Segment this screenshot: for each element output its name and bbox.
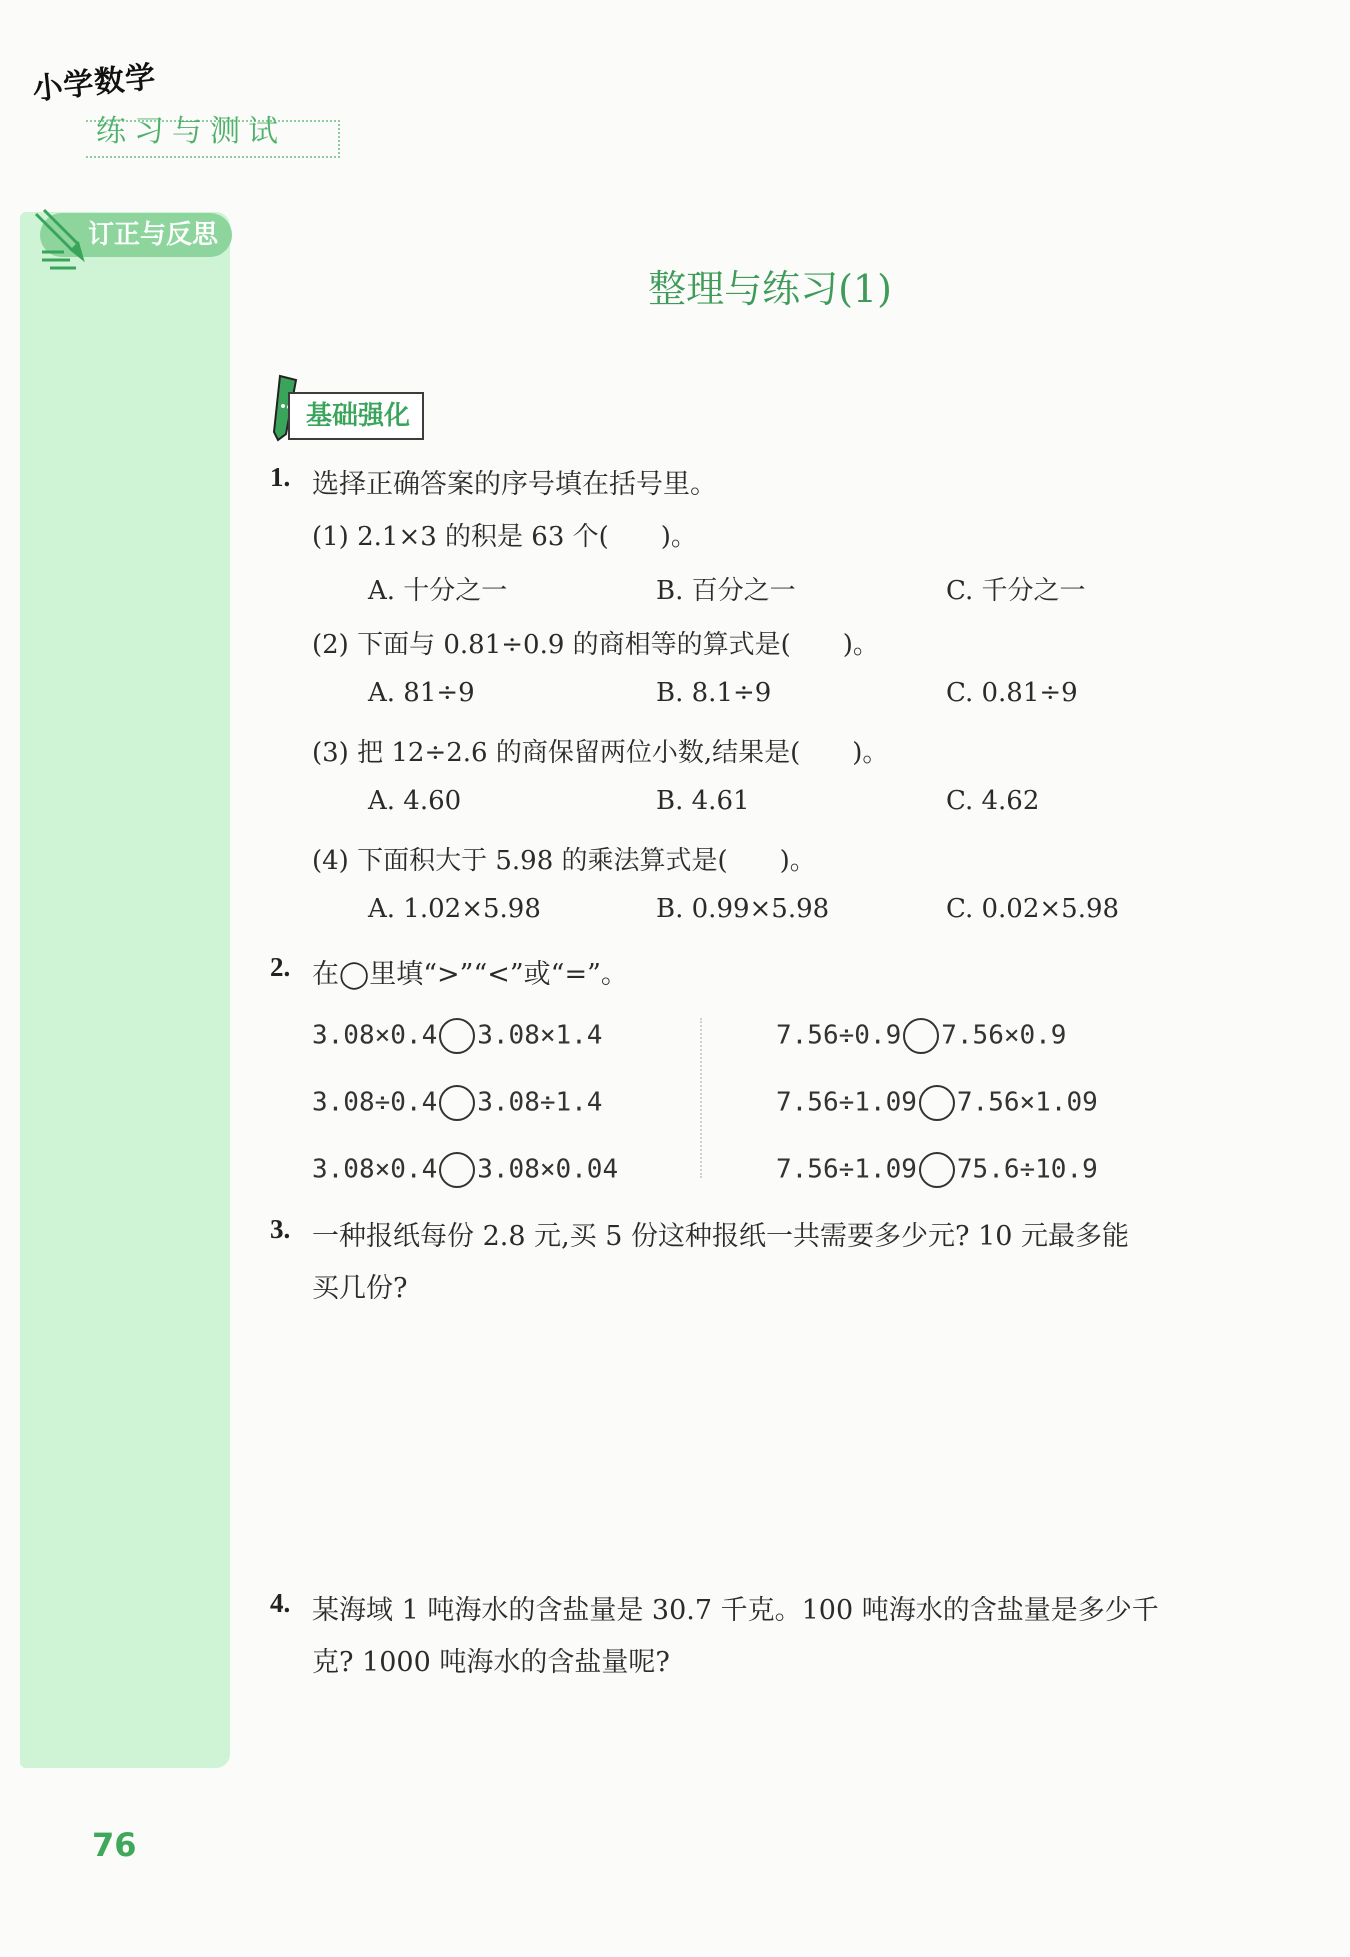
q1-sub3-stem: (3) 把 12÷2.6 的商保留两位小数,结果是( )。 bbox=[312, 738, 889, 768]
q1-sub3-option-c: C. 4.62 bbox=[946, 786, 1040, 816]
q1-number: 1. bbox=[270, 462, 291, 492]
q2-right-row2-rhs: 7.56×1.09 bbox=[956, 1087, 1098, 1118]
q1-sub1-option-a: A. 十分之一 bbox=[368, 576, 508, 606]
q2-left-row3-lhs: 3.08×0.4 bbox=[312, 1154, 438, 1185]
q2-left-row2-rhs: 3.08÷1.4 bbox=[477, 1087, 603, 1118]
q2-right-row3-rhs: 75.6÷10.9 bbox=[956, 1154, 1098, 1185]
q1-sub4-option-a: A. 1.02×5.98 bbox=[368, 894, 541, 924]
q1-sub3-option-b: B. 4.61 bbox=[656, 786, 750, 816]
q2-left-row2-lhs: 3.08÷0.4 bbox=[312, 1087, 438, 1118]
q1-sub4-stem: (4) 下面积大于 5.98 的乘法算式是( )。 bbox=[312, 846, 816, 876]
q1-text: 选择正确答案的序号填在括号里。 bbox=[312, 469, 717, 500]
q1-sub2-option-b: B. 8.1÷9 bbox=[656, 678, 772, 708]
q3-text-line2: 买几份? bbox=[312, 1273, 408, 1304]
q4-text-line1: 某海域 1 吨海水的含盐量是 30.7 千克。100 吨海水的含盐量是多少千 bbox=[312, 1595, 1159, 1626]
q1-sub1-option-c: C. 千分之一 bbox=[946, 576, 1086, 606]
q2-right-row3 bbox=[776, 1152, 1098, 1188]
q1-sub4-option-b: B. 0.99×5.98 bbox=[656, 894, 830, 924]
q2-text: 在◯里填“>”“<”或“=”。 bbox=[312, 959, 628, 990]
section-badge bbox=[288, 392, 424, 440]
correction-sidebar bbox=[20, 212, 230, 1768]
q3-text-line1: 一种报纸每份 2.8 元,买 5 份这种报纸一共需要多少元? 10 元最多能 bbox=[312, 1221, 1130, 1252]
book-subtitle: 练习与测试 bbox=[96, 114, 286, 149]
book-title: 小学数学 bbox=[30, 59, 158, 108]
answer-circle[interactable] bbox=[919, 1085, 955, 1121]
q2-left-row2 bbox=[312, 1085, 602, 1121]
answer-circle[interactable] bbox=[439, 1152, 475, 1188]
q1-sub1-stem: (1) 2.1×3 的积是 63 个( )。 bbox=[312, 522, 697, 552]
column-divider bbox=[700, 1018, 702, 1178]
answer-circle[interactable] bbox=[439, 1018, 475, 1054]
section-label: 基础强化 bbox=[306, 401, 411, 431]
q2-right-row1 bbox=[776, 1018, 1066, 1054]
q2-right-row3-lhs: 7.56÷1.09 bbox=[776, 1154, 917, 1185]
q1-sub4-option-c: C. 0.02×5.98 bbox=[946, 894, 1120, 924]
sidebar-tab-label: 订正与反思 bbox=[88, 220, 219, 250]
page-number: 76 bbox=[92, 1826, 137, 1864]
q1-sub3-option-a: A. 4.60 bbox=[368, 786, 462, 816]
q1-sub2-option-a: A. 81÷9 bbox=[368, 678, 475, 708]
answer-circle[interactable] bbox=[439, 1085, 475, 1121]
q1-sub2-stem: (2) 下面与 0.81÷0.9 的商相等的算式是( )。 bbox=[312, 630, 879, 660]
q2-left-row3 bbox=[312, 1152, 618, 1188]
answer-circle[interactable] bbox=[919, 1152, 955, 1188]
q2-right-row2 bbox=[776, 1085, 1098, 1121]
q2-right-row2-lhs: 7.56÷1.09 bbox=[776, 1087, 917, 1118]
q2-number: 2. bbox=[270, 952, 291, 982]
q1-sub1-option-b: B. 百分之一 bbox=[656, 576, 796, 606]
q2-left-row3-rhs: 3.08×0.04 bbox=[477, 1154, 619, 1185]
q2-left-row1-rhs: 3.08×1.4 bbox=[477, 1020, 603, 1051]
q1-sub2-option-c: C. 0.81÷9 bbox=[946, 678, 1078, 708]
q2-left-row1 bbox=[312, 1018, 602, 1054]
q2-right-row1-rhs: 7.56×0.9 bbox=[941, 1020, 1067, 1051]
page-title: 整理与练习(1) bbox=[648, 267, 892, 311]
q4-text-line2: 克? 1000 吨海水的含盐量呢? bbox=[312, 1647, 670, 1678]
answer-circle[interactable] bbox=[903, 1018, 939, 1054]
q3-number: 3. bbox=[270, 1214, 291, 1244]
q4-number: 4. bbox=[270, 1588, 291, 1618]
q2-right-row1-lhs: 7.56÷0.9 bbox=[776, 1020, 902, 1051]
q2-left-row1-lhs: 3.08×0.4 bbox=[312, 1020, 438, 1051]
